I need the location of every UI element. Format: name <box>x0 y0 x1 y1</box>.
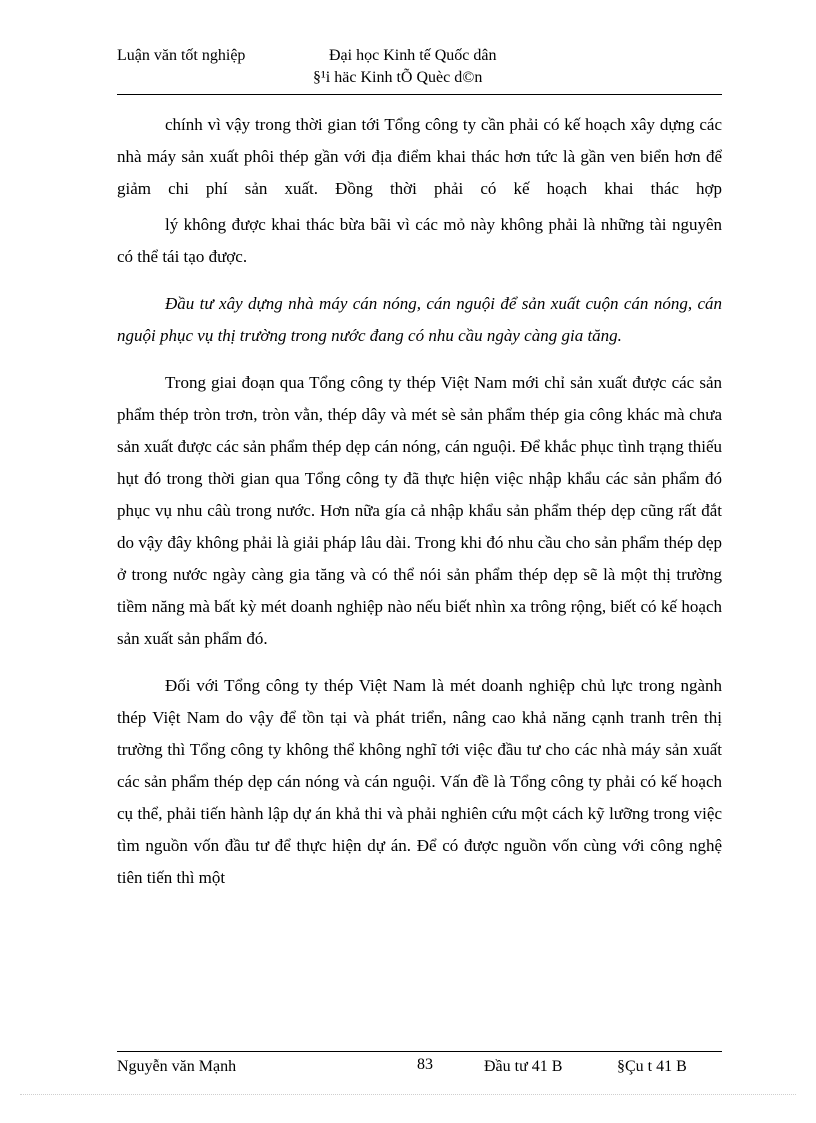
document-body <box>117 109 722 894</box>
page-bottom-divider <box>20 1094 796 1095</box>
page-footer <box>117 1051 722 1082</box>
footer-class-label-garbled: §Çu t 41 B <box>617 1058 687 1075</box>
paragraph-4: Trong giai đoạn qua Tổng công ty thép Việt Nam mới chỉ sản xuất được các sản phẩm thép tròn trơn, tròn vằn, thép dây và mét sè sản phẩm thép gia công khác mà chưa sản xuất được các sản phẩm thép dẹp cán nóng, cán nguội. Để khắc phục tình trạng thiếu hụt đó trong thời gian qua Tổng công ty đã thực hiện việc nhập khẩu các sản phẩm đó phục vụ nhu câù trong nước. Hơn nữa gía cả nhập khẩu sản phẩm thép dẹp cũng rất đắt do vậy đây không phải là giải pháp lâu dài. Trong khi đó nhu cầu cho sản phẩm thép dẹp ở trong nước ngày càng gia tăng và có thể nói sản phẩm thép dẹp sẽ là một thị trường tiềm năng mà bất kỳ mét doanh nghiệp nào nếu biết nhìn xa trông rộng, biết có kế hoạch sản xuất sản phẩm đó. <box>117 373 722 648</box>
footer-page-number: 83 <box>417 1056 433 1073</box>
footer-class-label: Đầu tư 41 B <box>484 1058 563 1075</box>
paragraph-2: lý không được khai thác bừa bãi vì các mỏ này không phải là những tài nguyên có thể tái tạo được. <box>117 215 722 266</box>
header-university-garbled: §¹i häc Kinh tÕ Quèc d©n <box>313 69 483 86</box>
paragraph-5: Đối với Tổng công ty thép Việt Nam là mét doanh nghiệp chủ lực trong ngành thép Việt Nam do vậy để tồn tại và phát triển, nâng cao khả năng cạnh tranh trên thị trường thì Tổng công ty không thể không nghĩ tới việc đầu tư cho các nhà máy sản xuất các sản phẩm thép dẹp cán nóng và cán nguội. Vấn đề là Tổng công ty phải có kế hoạch cụ thể, phải tiến hành lập dự án khả thi và phải nghiên cứu một cách kỹ lưỡng trong việc tìm nguồn vốn đầu tư để thực hiện dự án. Để có được nguồn vốn cùng với công nghệ tiên tiến thì một <box>117 676 722 887</box>
paragraph-1: chính vì vậy trong thời gian tới Tổng công ty cần phải có kế hoạch xây dựng các nhà máy sản xuất phôi thép gần với địa điểm khai thác hơn tức là gần ven biển hơn để giảm chi phí sản xuất. Đồng thời phải có kế hoạch khai thác hợp <box>117 115 722 198</box>
header-university: Đại học Kinh tế Quốc dân <box>329 47 497 64</box>
footer-author: Nguyễn văn Mạnh <box>117 1058 237 1075</box>
paragraph-3-italic: Đầu tư xây dựng nhà máy cán nóng, cán nguội để sản xuất cuộn cán nóng, cán nguội phục vụ thị trường trong nước đang có nhu cầu ngày càng gia tăng. <box>117 294 722 345</box>
page-header <box>117 46 722 95</box>
header-thesis-label: Luận văn tốt nghiệp <box>117 47 246 64</box>
